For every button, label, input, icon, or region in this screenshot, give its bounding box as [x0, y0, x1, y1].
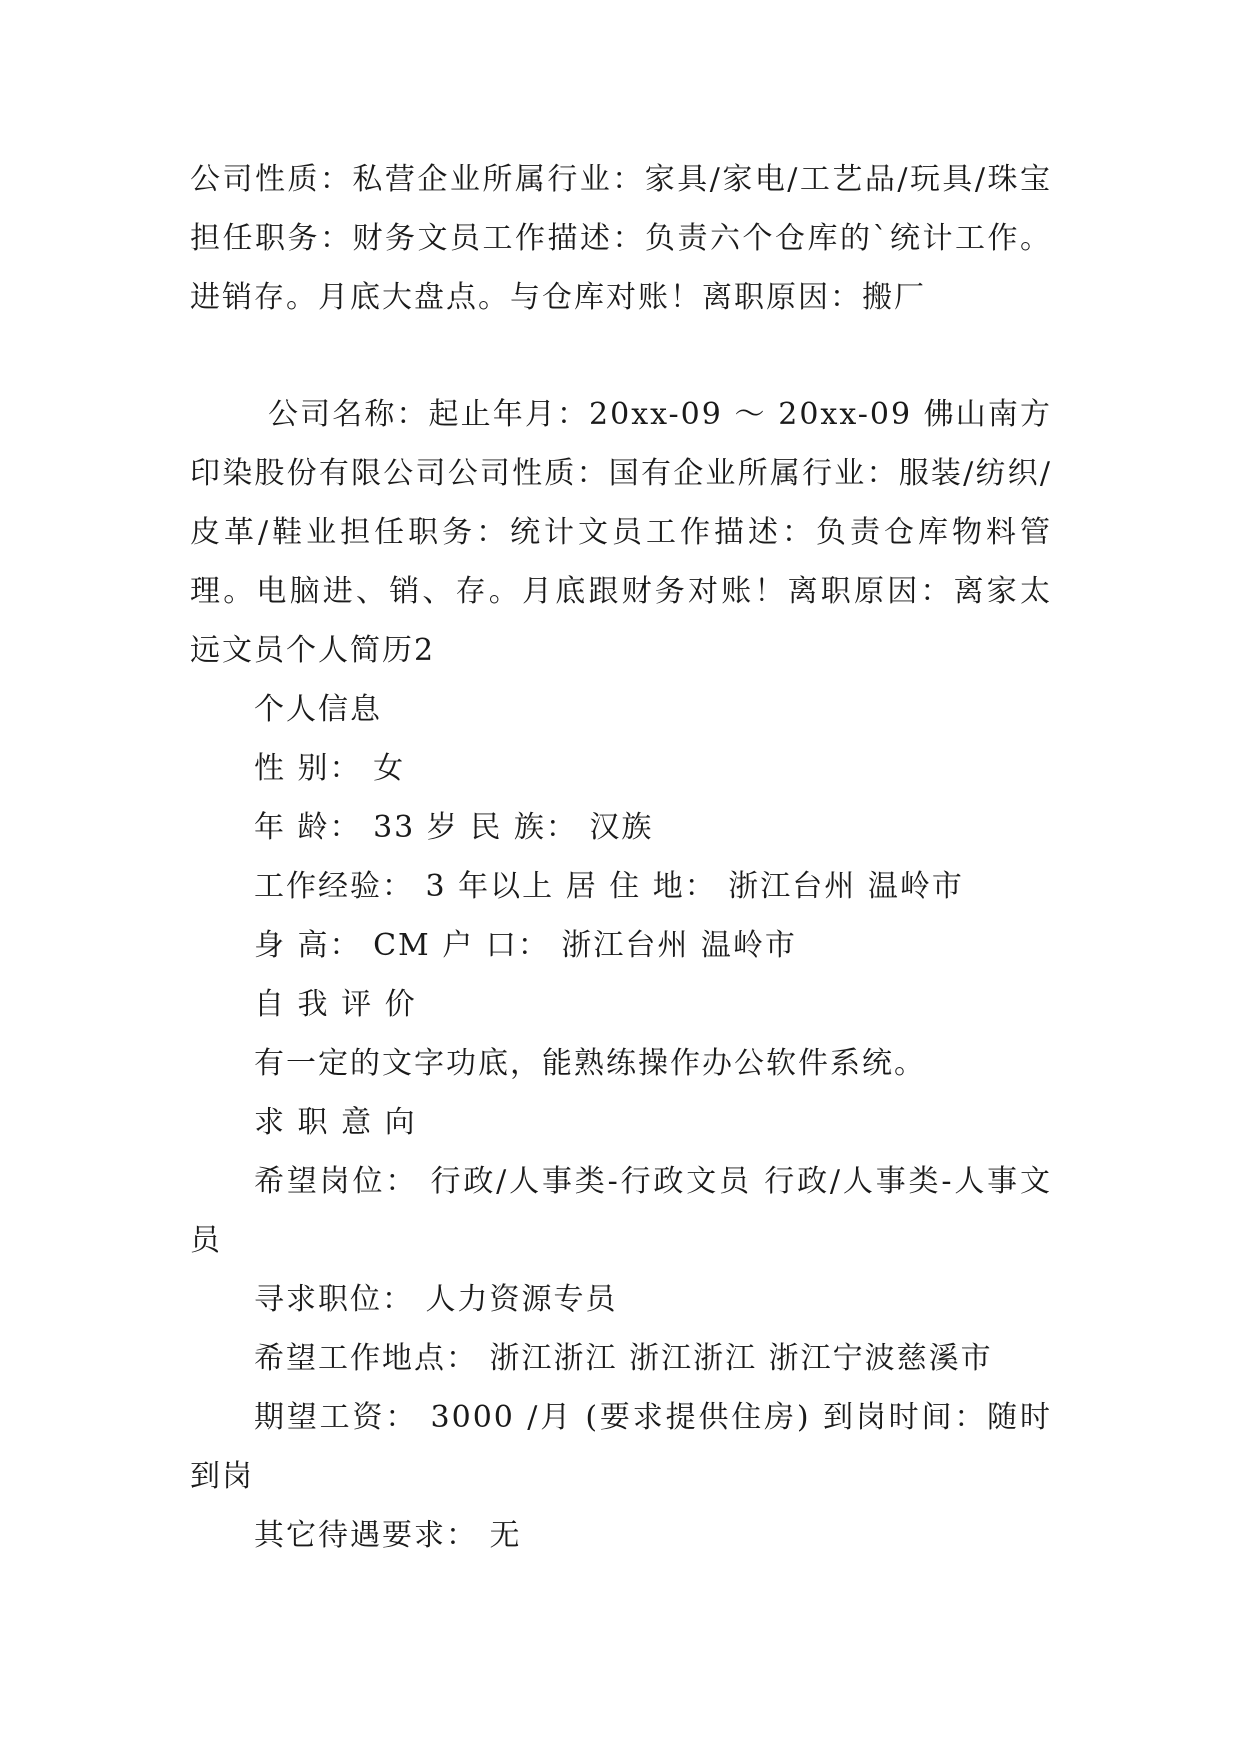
document-page [190, 150, 1052, 1565]
age-ethnicity-line: 年 龄： 33 岁 民 族： 汉族 [254, 810, 654, 845]
other-benefits-line: 其它待遇要求： 无 [254, 1518, 522, 1553]
work-history-paragraph-2: 公司名称：起止年月：20xx-09 ～ 20xx-09 佛山南方印染股份有限公司公司性质：国有企业所属行业：服装/纺织/皮革/鞋业担任职务：统计文员工作描述：负责仓库物料管理。电脑进、销、存。月底跟财务对账！离职原因：离家太远文员个人简历2 [190, 397, 1052, 668]
self-evaluation-text: 有一定的文字功底，能熟练操作办公软件系统。 [254, 1046, 926, 1081]
salary-line: 期望工资： 3000 /月 (要求提供住房) 到岗时间：随时到岗 [190, 1400, 1052, 1494]
hope-position-line: 希望岗位： 行政/人事类-行政文员 行政/人事类-人事文员 [190, 1164, 1052, 1258]
paragraph-spacer [190, 327, 1052, 385]
experience-residence-line: 工作经验： 3 年以上 居 住 地： 浙江台州 温岭市 [254, 869, 964, 904]
section-heading-personal-info: 个人信息 [254, 692, 382, 727]
seek-position-line: 寻求职位： 人力资源专员 [254, 1282, 618, 1317]
work-history-paragraph-1: 公司性质：私营企业所属行业：家具/家电/工艺品/玩具/珠宝担任职务：财务文员工作描述：负责六个仓库的`统计工作。进销存。月底大盘点。与仓库对账！离职原因：搬厂 [190, 162, 1052, 315]
height-hukou-line: 身 高： CM 户 口： 浙江台州 温岭市 [254, 928, 797, 963]
hope-location-line: 希望工作地点： 浙江浙江 浙江浙江 浙江宁波慈溪市 [254, 1341, 993, 1376]
gender-line: 性 别： 女 [254, 751, 406, 786]
section-heading-job-intention: 求 职 意 向 [254, 1105, 417, 1140]
section-heading-self-evaluation: 自 我 评 价 [254, 987, 417, 1022]
